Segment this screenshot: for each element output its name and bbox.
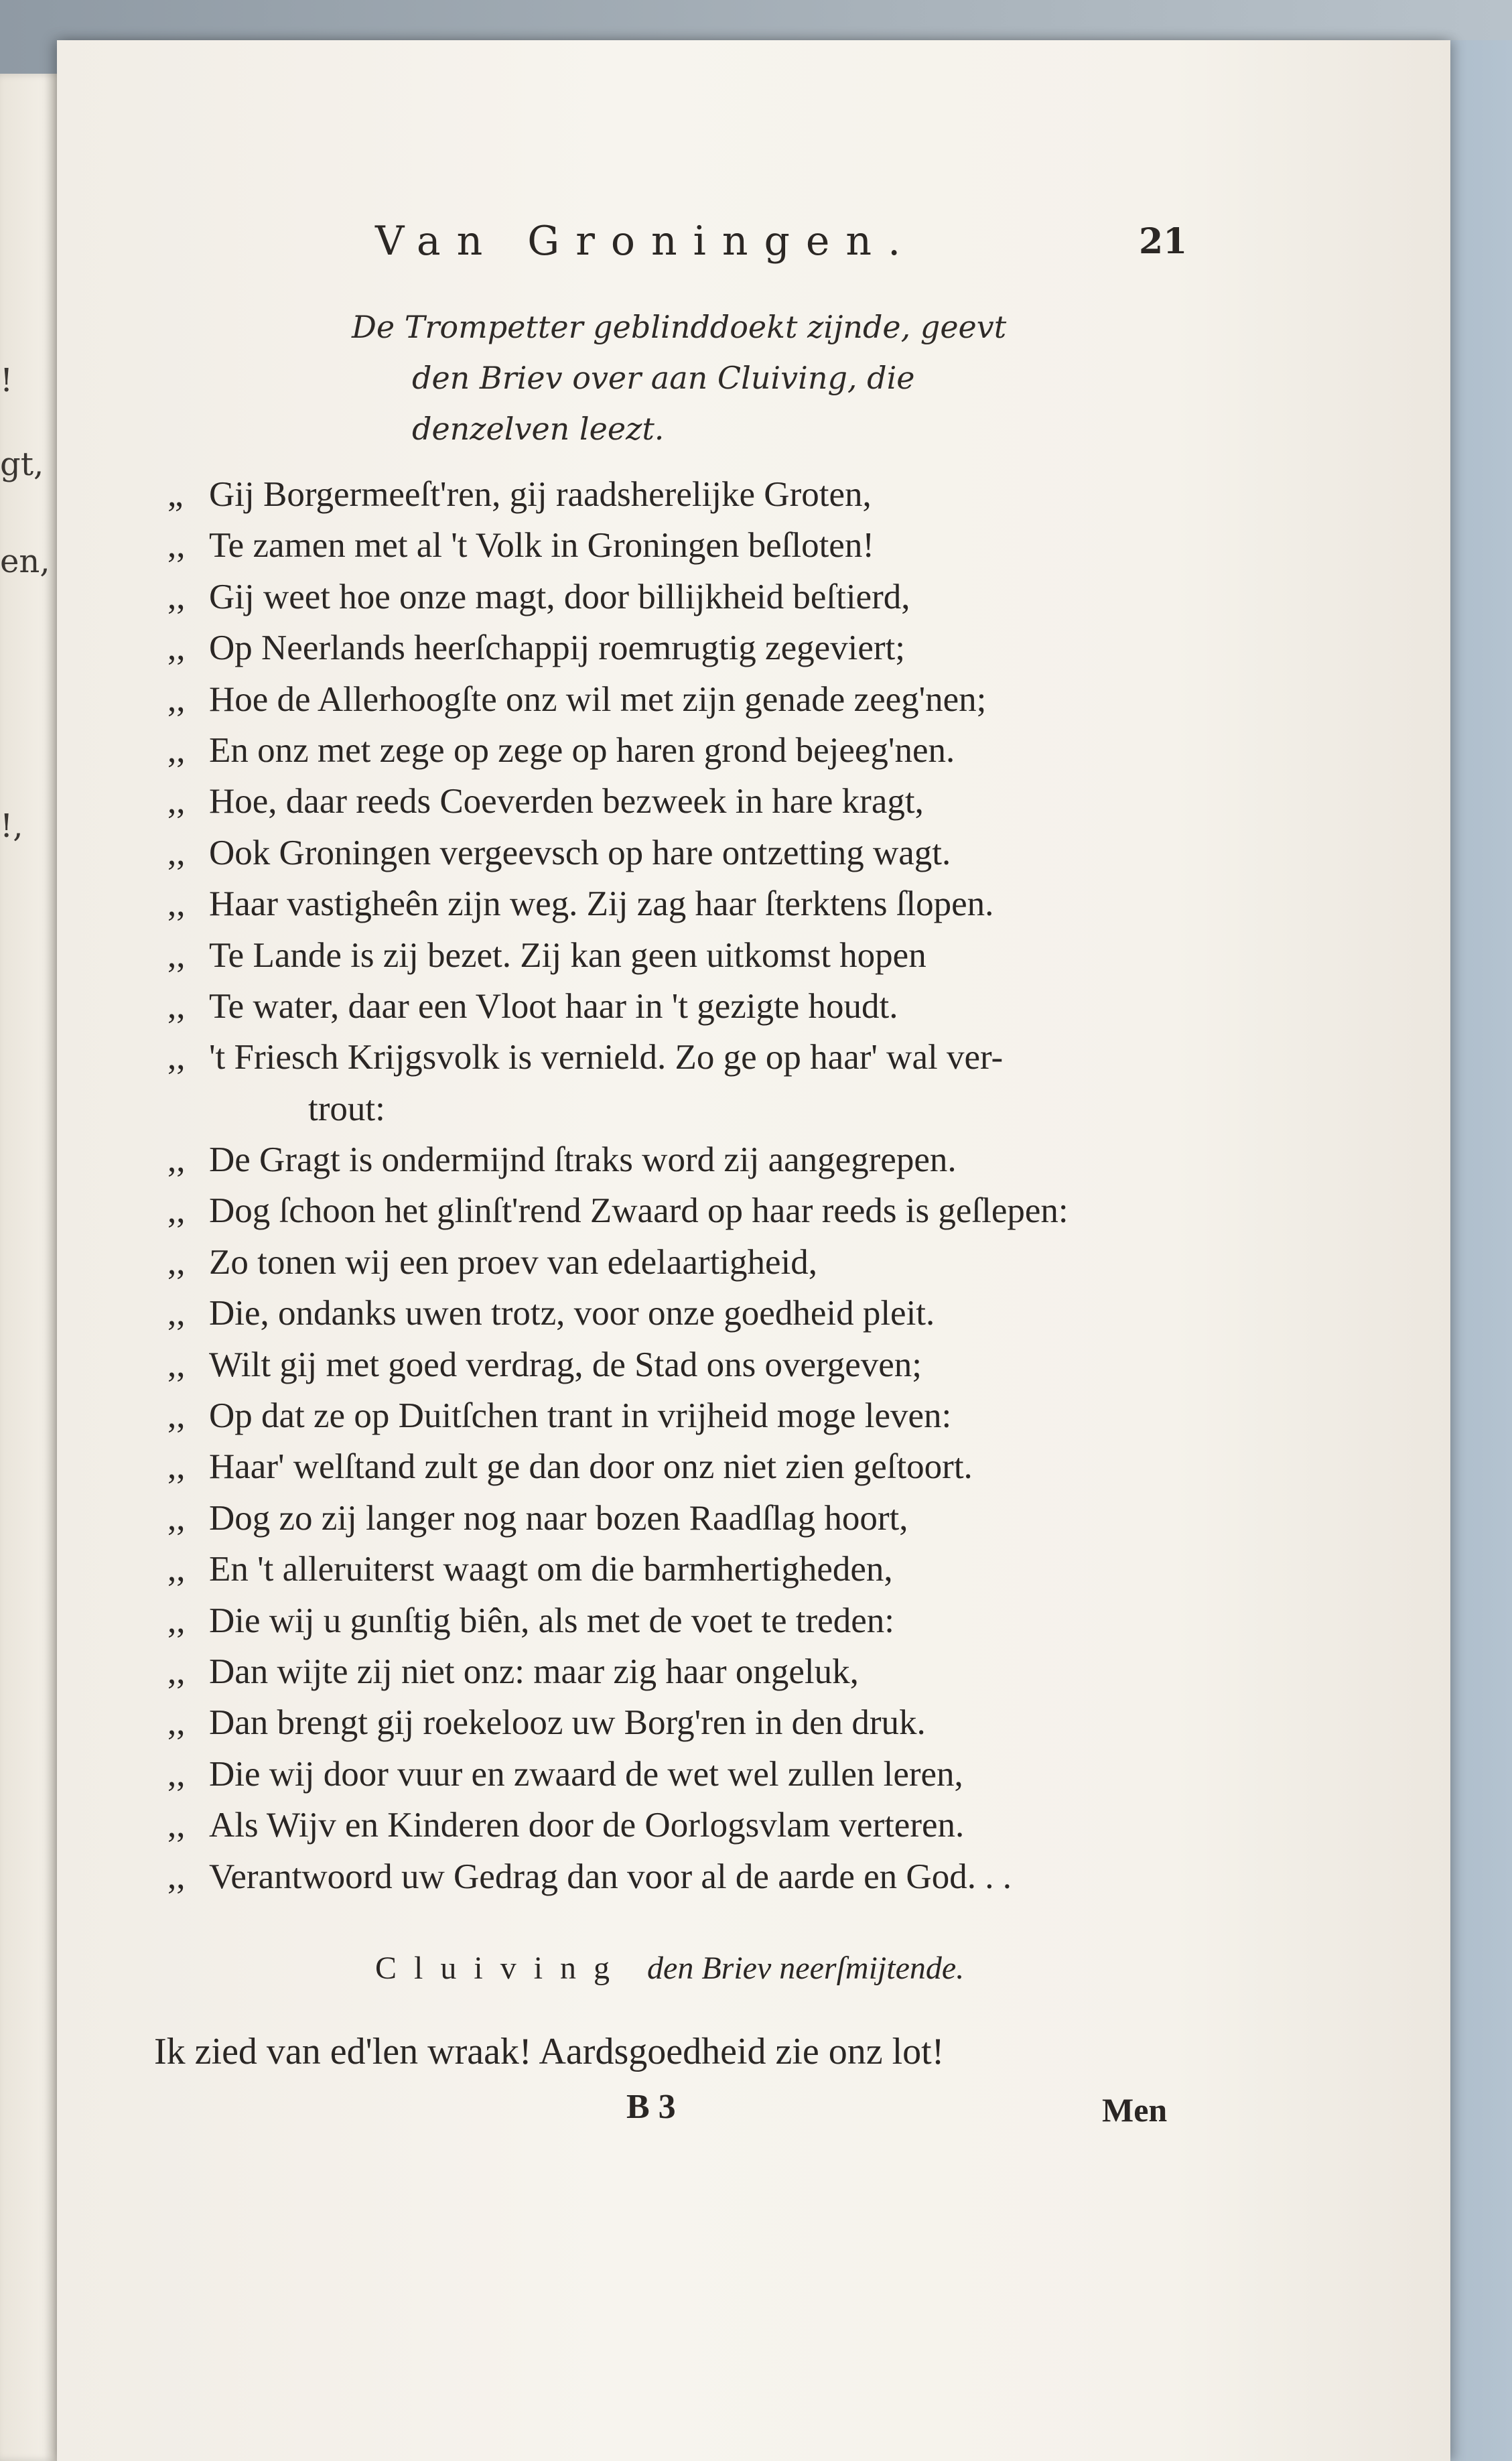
verse-line — [167, 1493, 1213, 1544]
quote-mark: ,, — [167, 730, 186, 770]
verse-text: Dan wijte zij niet onz: maar zig haar ongeluk, — [209, 1652, 859, 1691]
catchword: Men — [1102, 2091, 1168, 2129]
quote-mark: ,, — [167, 1806, 186, 1845]
verse-line — [167, 1032, 1213, 1083]
stage-direction-line: denzelven leezt. — [412, 411, 665, 447]
verse-line — [167, 469, 1213, 520]
quote-mark: ,, — [167, 935, 186, 975]
verse-line — [167, 1800, 1213, 1851]
verse-line — [167, 572, 1213, 622]
quote-mark: ,, — [167, 1601, 186, 1640]
previous-page-fragment: ! — [0, 362, 13, 399]
verse-text: Haar' welſtand zult ge dan door onz niet zien geſtoort. — [209, 1447, 973, 1487]
quote-mark: ,, — [167, 1754, 186, 1794]
verse-text: trout: — [308, 1089, 385, 1128]
verse-line — [167, 1544, 1213, 1595]
quote-mark: ,, — [167, 1038, 186, 1077]
verse-text: Als Wijv en Kinderen door de Oorlogsvlam verteren. — [209, 1806, 965, 1845]
verse-text: 't Friesch Krijgsvolk is vernield. Zo ge op haar' wal ver- — [209, 1038, 1004, 1077]
quote-mark: ,, — [167, 1396, 186, 1436]
verse-text: Op Neerlands heerſchappij roemrugtig zegeviert; — [209, 628, 905, 668]
quote-mark: ,, — [167, 679, 186, 719]
verse-line — [167, 1339, 1213, 1390]
verse-line — [167, 1749, 1213, 1800]
quote-mark: ,, — [167, 1857, 186, 1896]
quote-mark: ,, — [167, 577, 186, 616]
quote-mark: ,, — [167, 1294, 186, 1333]
quote-mark: „ — [167, 475, 184, 514]
verse-text: En onz met zege op zege op haren grond bejeeg'nen. — [209, 730, 955, 770]
verse-line — [167, 520, 1213, 571]
verse-line — [167, 622, 1213, 673]
verse-text: De Gragt is ondermijnd ſtraks word zij aangegrepen. — [209, 1140, 957, 1180]
verse-line — [167, 1390, 1213, 1441]
quote-mark: ,, — [167, 1498, 186, 1538]
verse-text: Dan brengt gij roekelooz uw Borg'ren in den druk. — [209, 1703, 926, 1743]
previous-page-edge — [0, 74, 64, 2461]
verse-text: Wilt gij met goed verdrag, de Stad ons overgeven; — [209, 1345, 922, 1384]
speaker-cue — [375, 1950, 964, 1987]
verse-line — [167, 1288, 1213, 1339]
verse-text: Die, ondanks uwen trotz, voor onze goedheid pleit. — [209, 1294, 935, 1333]
verse-line — [167, 930, 1213, 981]
quote-mark: ,, — [167, 1345, 186, 1384]
running-head: Van Groningen. — [375, 218, 917, 265]
quote-mark: ,, — [167, 628, 186, 668]
quote-mark: ,, — [167, 1191, 186, 1231]
verse-text: Te Lande is zij bezet. Zij kan geen uitkomst hopen — [209, 935, 926, 975]
verse-text: Gij weet hoe onze magt, door billijkheid beſtierd, — [209, 577, 910, 616]
quote-mark: ,, — [167, 1242, 186, 1282]
verse-text: En 't alleruiterst waagt om die barmhertigheden, — [209, 1550, 893, 1589]
previous-page-fragment: !, — [0, 807, 23, 845]
verse-line — [167, 725, 1213, 776]
stage-direction — [352, 302, 1122, 454]
verse-text: Dog zo zij langer nog naar bozen Raadſlag hoort, — [209, 1498, 908, 1538]
verse-line — [167, 827, 1213, 878]
verse-line — [167, 1851, 1213, 1902]
verse-text: Te water, daar een Vloot haar in 't gezigte houdt. — [209, 986, 898, 1026]
verse-text: Te zamen met al 't Volk in Groningen beſloten! — [209, 526, 874, 566]
verse-line — [167, 776, 1213, 827]
verse-line — [167, 1237, 1213, 1288]
stage-direction-line: De Trompetter geblinddoekt zijnde, geevt — [352, 309, 1007, 345]
stage-direction-line: den Briev over aan Cluiving, die — [412, 360, 915, 396]
quote-mark: ,, — [167, 884, 186, 924]
quote-mark: ,, — [167, 526, 186, 566]
verse-line — [167, 1697, 1213, 1748]
verse-line — [167, 878, 1213, 929]
verse-line-last: Ik zied van ed'len wraak! Aardsgoedheid zie onz lot! — [154, 2031, 945, 2072]
page-number: 21 — [1139, 221, 1188, 262]
verse-block — [167, 469, 1213, 1902]
verse-text: Verantwoord uw Gedrag dan voor al de aarde en God. . . — [209, 1857, 1012, 1896]
quote-mark: ,, — [167, 986, 186, 1026]
verse-line — [167, 1134, 1213, 1185]
speaker-name: Cluiving — [375, 1950, 628, 1986]
signature-mark: B 3 — [626, 2088, 676, 2126]
verse-text: Zo tonen wij een proev van edelaartigheid, — [209, 1242, 818, 1282]
verse-line — [167, 1646, 1213, 1697]
verse-text: Op dat ze op Duitſchen trant in vrijheid moge leven: — [209, 1396, 952, 1436]
verse-line — [167, 1185, 1213, 1236]
verse-text: Hoe de Allerhoogſte onz wil met zijn genade zeeg'nen; — [209, 679, 987, 719]
quote-mark: ,, — [167, 1447, 186, 1487]
verse-text: Haar vastigheên zijn weg. Zij zag haar ſterktens ſlopen. — [209, 884, 994, 924]
verse-text: Ook Groningen vergeevsch op hare ontzetting wagt. — [209, 833, 951, 872]
verse-text: Dog ſchoon het glinſt'rend Zwaard op haar reeds is geſlepen: — [209, 1191, 1069, 1231]
quote-mark: ,, — [167, 782, 186, 821]
quote-mark: ,, — [167, 1652, 186, 1691]
previous-page-fragment: gt, — [0, 446, 44, 483]
verse-text: Die wij u gunſtig biên, als met de voet te treden: — [209, 1601, 894, 1640]
verse-text: Die wij door vuur en zwaard de wet wel zullen leren, — [209, 1754, 963, 1794]
quote-mark: ,, — [167, 1550, 186, 1589]
speaker-direction: den Briev neerſmijtende. — [647, 1950, 965, 1986]
quote-mark: ,, — [167, 1140, 186, 1180]
quote-mark: ,, — [167, 833, 186, 872]
verse-text: Hoe, daar reeds Coeverden bezweek in hare kragt, — [209, 782, 924, 821]
verse-line — [167, 1595, 1213, 1646]
previous-page-fragment: en, — [0, 543, 50, 580]
quote-mark: ,, — [167, 1703, 186, 1743]
verse-text: Gij Borgermeeſt'ren, gij raadsherelijke Groten, — [209, 475, 872, 514]
verse-line — [167, 674, 1213, 725]
verse-line — [167, 981, 1213, 1032]
verse-line — [167, 1441, 1213, 1492]
verse-line — [167, 1083, 1213, 1134]
